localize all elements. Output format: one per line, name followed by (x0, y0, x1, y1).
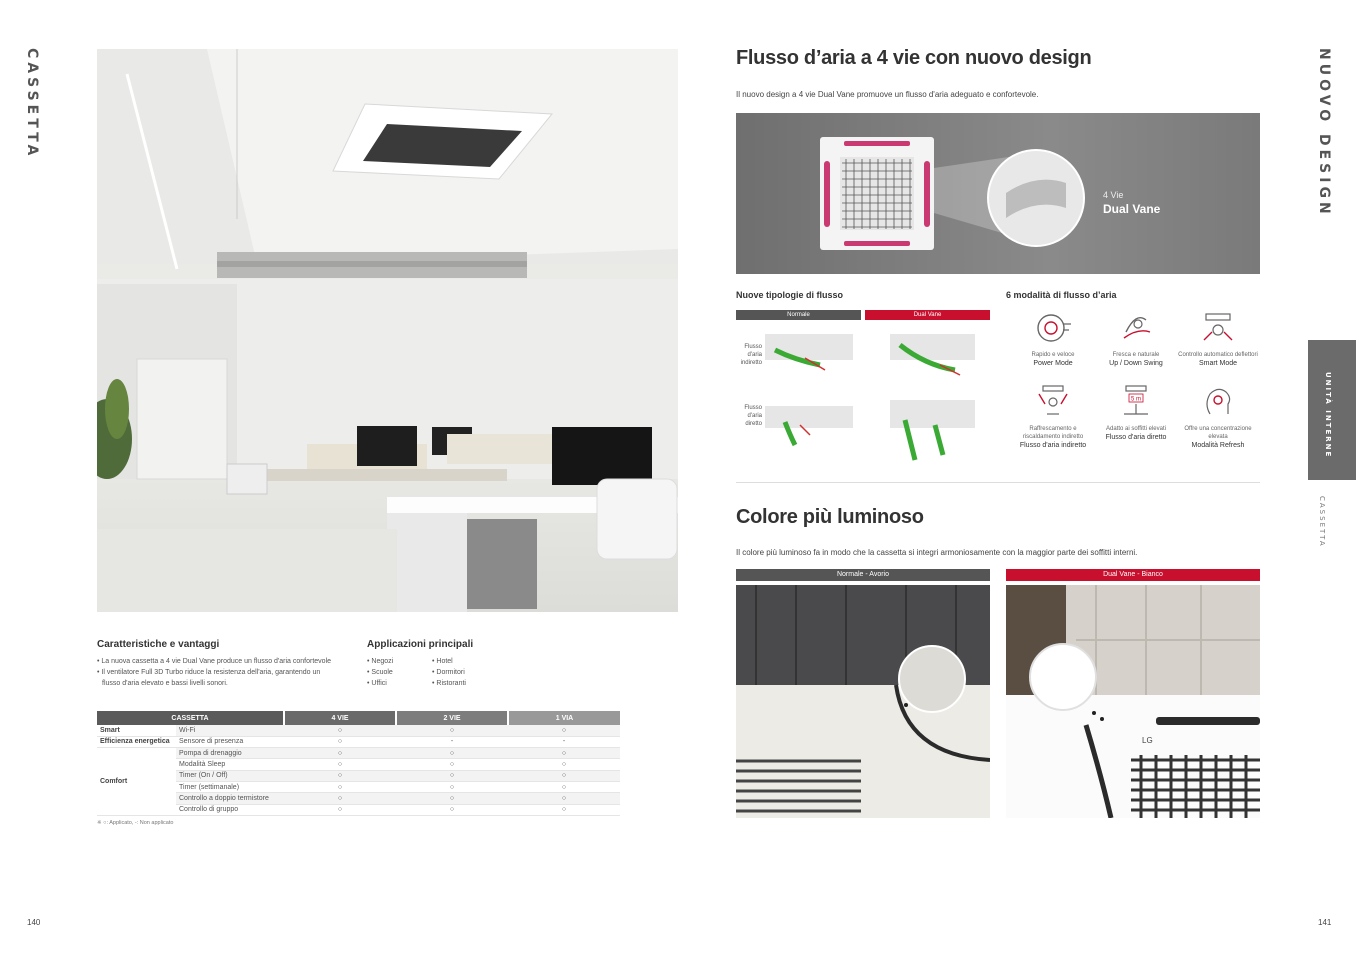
table-cell: ○ (284, 793, 396, 804)
table-category: Smart (97, 725, 176, 736)
table-feature: Timer (On / Off) (176, 770, 284, 781)
table-cell: ○ (508, 804, 620, 815)
table-row (97, 725, 620, 736)
table-feature: Controllo a doppio termistore (176, 793, 284, 804)
height-badge: 5 m (1130, 396, 1142, 403)
table-feature: Pompa di drenaggio (176, 748, 284, 759)
table-feature: Controllo di gruppo (176, 804, 284, 815)
table-row (97, 781, 620, 792)
mode-desc: Raffrescamento e riscaldamento indiretto (1022, 426, 1084, 440)
table-cell: ○ (396, 804, 508, 815)
banner-small-label: 4 Vie (1103, 190, 1124, 200)
table-cell: ○ (396, 725, 508, 736)
smart-mode-icon (1198, 310, 1238, 346)
ivory-cassette-photo (736, 585, 990, 818)
lg-logo: LG (1142, 736, 1153, 745)
table-cell: ○ (396, 770, 508, 781)
applications-col2 (432, 656, 466, 689)
page-number-right: 141 (1318, 918, 1332, 927)
table-cell: ○ (508, 759, 620, 770)
table-cell: ○ (508, 770, 620, 781)
section-tab-label: UNITÀ INTERNE (1324, 372, 1332, 459)
color-title: Colore più luminoso (736, 506, 924, 528)
side-label-right: NUOVO DESIGN (1316, 48, 1332, 218)
office-photo (97, 49, 678, 612)
application-item: • Ristoranti (432, 680, 466, 687)
mode-power (1011, 310, 1095, 368)
applications-title: Applicazioni principali (367, 639, 474, 650)
dual-tag: Dual Vane (865, 310, 990, 320)
side-label-left: CASSETTA (24, 48, 40, 160)
table-feature: Timer (settimanale) (176, 781, 284, 792)
spec-table (97, 711, 620, 816)
table-feature: Sensore di presenza (176, 736, 284, 747)
table-row (97, 736, 620, 747)
table-row (97, 804, 620, 815)
table-note: ※ ○: Applicato, -: Non applicato (97, 820, 174, 826)
table-cell: ○ (508, 748, 620, 759)
normal-tag: Normale (736, 310, 861, 320)
mode-indirect (1011, 384, 1095, 450)
indirect-label (736, 343, 762, 367)
page-number-left: 140 (27, 918, 41, 927)
mode-refresh (1176, 384, 1260, 450)
indirect-flow-icon (1033, 384, 1073, 420)
white-cassette-photo (1006, 585, 1260, 818)
power-mode-icon (1033, 310, 1073, 346)
application-item: • Scuole (367, 669, 393, 676)
table-feature: Modalità Sleep (176, 759, 284, 770)
label-line: d'aria (747, 413, 762, 419)
flow-diagrams (765, 330, 990, 465)
table-cell: ○ (284, 770, 396, 781)
normal-indirect-diagram (765, 334, 853, 370)
table-cell: ○ (284, 781, 396, 792)
table-cell: ○ (284, 804, 396, 815)
table-cell: ○ (396, 793, 508, 804)
table-cell: ○ (508, 725, 620, 736)
table-header: 2 VIE (396, 711, 508, 725)
dual-white-tag: Dual Vane - Bianco (1006, 569, 1260, 581)
section-divider (736, 482, 1260, 483)
dual-vane-banner (736, 113, 1260, 274)
normal-direct-diagram (765, 406, 853, 445)
table-cell: ○ (508, 781, 620, 792)
table-row (97, 759, 620, 770)
label-line: d'aria (747, 352, 762, 358)
flow-types-title: Nuove tipologie di flusso (736, 290, 844, 300)
table-cell: ○ (396, 781, 508, 792)
mode-name: Flusso d'aria indiretto (1019, 442, 1087, 449)
table-cell: ○ (508, 793, 620, 804)
table-category: Comfort (97, 748, 176, 816)
swing-icon (1116, 310, 1156, 346)
mode-desc: Fresca e naturale (1112, 352, 1160, 358)
table-cell: ○ (284, 736, 396, 747)
table-row (97, 793, 620, 804)
banner-big-label: Dual Vane (1103, 202, 1161, 216)
table-cell: ○ (396, 748, 508, 759)
mode-name: Modalità Refresh (1191, 442, 1245, 449)
mode-desc: Controllo automatico deflettori (1178, 352, 1258, 358)
table-cell: ○ (284, 748, 396, 759)
features-list (97, 656, 357, 689)
label-line: diretto (745, 421, 762, 427)
table-header: 4 VIE (284, 711, 396, 725)
label-line: Flusso (744, 344, 762, 350)
mode-name: Smart Mode (1198, 360, 1238, 367)
direct-flow-icon (1116, 384, 1156, 420)
mode-smart (1176, 310, 1260, 368)
features-title: Caratteristiche e vantaggi (97, 639, 220, 650)
feature-item: • Il ventilatore Full 3D Turbo riduce la resistenza dell'aria, garantendo un (97, 669, 321, 676)
application-item: • Negozi (367, 658, 394, 665)
mode-name: Flusso d'aria diretto (1105, 434, 1167, 441)
color-lead: Il colore più luminoso fa in modo che la cassetta si integri armoniosamente con la maggior parte dei soffitti interni. (736, 548, 1138, 557)
design-lead: Il nuovo design a 4 vie Dual Vane promuove un flusso d'aria adeguato e confortevole. (736, 90, 1039, 99)
table-cell: ○ (284, 725, 396, 736)
label-line: Flusso (744, 405, 762, 411)
direct-label (736, 404, 762, 428)
section-subtab[interactable]: CASSETTA (1318, 496, 1326, 548)
mode-name: Power Mode (1033, 360, 1073, 367)
feature-item: flusso d'aria elevato e bassi livelli sonori. (102, 680, 228, 687)
mode-swing (1094, 310, 1178, 368)
label-line: indiretto (740, 360, 762, 366)
table-cell: - (396, 736, 508, 747)
table-header: 1 VIA (508, 711, 620, 725)
table-cell: - (508, 736, 620, 747)
table-header: CASSETTA (97, 711, 284, 725)
section-tab[interactable] (1308, 340, 1356, 480)
refresh-mode-icon (1198, 384, 1238, 420)
dual-indirect-diagram (890, 334, 975, 375)
mode-desc: Offre una concentrazione elevata (1184, 426, 1252, 440)
table-row (97, 770, 620, 781)
table-feature: Wi-Fi (176, 725, 284, 736)
mode-desc: Adatto ai soffitti elevati (1106, 426, 1166, 432)
application-item: • Uffici (367, 680, 387, 687)
table-cell: ○ (284, 759, 396, 770)
design-title: Flusso d’aria a 4 vie con nuovo design (736, 47, 1092, 69)
normal-ivory-tag: Normale - Avorio (736, 569, 990, 581)
dual-direct-diagram (890, 400, 975, 460)
feature-item: • La nuova cassetta a 4 vie Dual Vane produce un flusso d'aria confortevole (97, 658, 332, 665)
mode-direct (1094, 384, 1178, 442)
mode-desc: Rapido e veloce (1031, 352, 1075, 358)
table-category: Efficienza energetica (97, 736, 176, 747)
application-item: • Dormitori (432, 669, 465, 676)
application-item: • Hotel (432, 658, 453, 665)
table-row (97, 748, 620, 759)
applications-col1 (367, 656, 393, 689)
table-cell: ○ (396, 759, 508, 770)
mode-name: Up / Down Swing (1109, 360, 1163, 367)
modes-title: 6 modalità di flusso d’aria (1006, 290, 1117, 300)
